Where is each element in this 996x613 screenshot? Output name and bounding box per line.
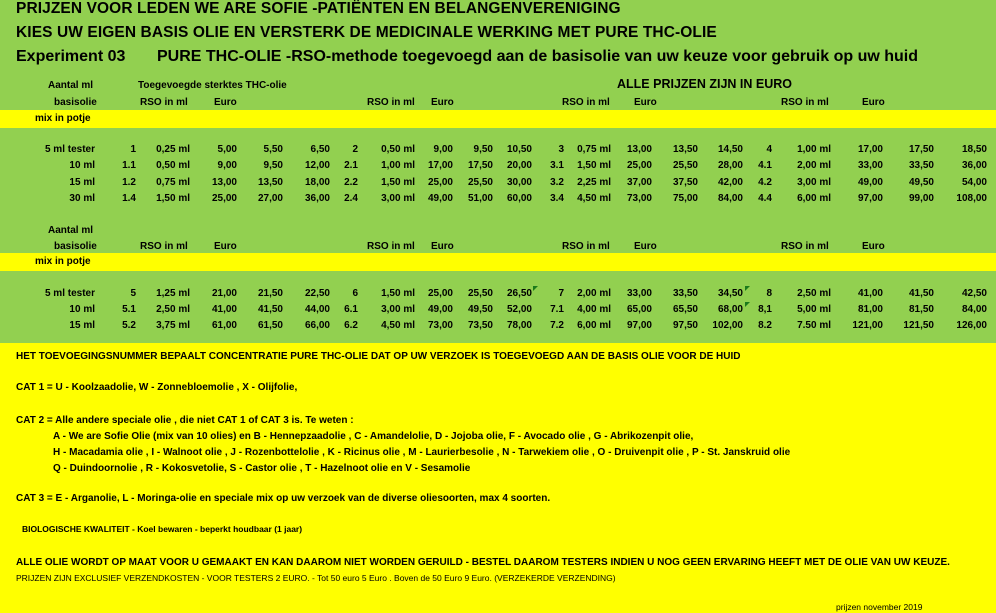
- cell-price-cat3: 18,50: [961, 144, 987, 155]
- cell-price-cat1: 5,00: [217, 144, 237, 155]
- row-label: 10 ml: [69, 304, 95, 315]
- cell-price-cat2: 27,00: [257, 193, 283, 204]
- cell-price-cat2: 5,50: [263, 144, 283, 155]
- header-rso: RSO in ml: [140, 241, 188, 252]
- cell-rso-ml: 2,00 ml: [797, 160, 831, 171]
- header-euro: Euro: [862, 97, 885, 108]
- cell-price-cat2: 41,50: [257, 304, 283, 315]
- cell-code: 6.1: [344, 304, 358, 315]
- cell-price-cat2: 33,50: [672, 288, 698, 299]
- header-euro: Euro: [634, 241, 657, 252]
- cell-price-cat2: 25,50: [467, 288, 493, 299]
- footer-line-cat2-a: A - We are Sofie Olie (mix van 10 olies) en B - Hennepzaadolie , C - Amandelolie, D - Jojoba olie, F - Avocado olie , G - Abrikozenpit olie,: [53, 431, 694, 442]
- cell-rso-ml: 6,00 ml: [577, 320, 611, 331]
- cell-price-cat2: 49,50: [908, 177, 934, 188]
- cell-price-cat3: 20,00: [506, 160, 532, 171]
- cell-rso-ml: 4,50 ml: [381, 320, 415, 331]
- cell-price-cat1: 13,00: [211, 177, 237, 188]
- cell-code: 2.4: [344, 193, 358, 204]
- cell-price-cat3: 84,00: [961, 304, 987, 315]
- cell-price-cat1: 33,00: [857, 160, 883, 171]
- cell-rso-ml: 1,00 ml: [381, 160, 415, 171]
- cell-price-cat1: 65,00: [626, 304, 652, 315]
- cell-price-cat3: 60,00: [506, 193, 532, 204]
- cell-price-cat1: 9,00: [217, 160, 237, 171]
- cell-rso-ml: 5,00 ml: [797, 304, 831, 315]
- cell-price-cat2: 41,50: [908, 288, 934, 299]
- cell-rso-ml: 0,75 ml: [577, 144, 611, 155]
- cell-code: 5: [130, 288, 136, 299]
- cell-price-cat3: 22,50: [304, 288, 330, 299]
- row-label: 5 ml tester: [44, 288, 95, 299]
- cell-rso-ml: 1,50 ml: [577, 160, 611, 171]
- row-label: 30 ml: [69, 193, 95, 204]
- footer-line-cat2: CAT 2 = Alle andere speciale olie , die niet CAT 1 of CAT 3 is. Te weten :: [16, 415, 354, 426]
- cell-price-cat1: 25,00: [427, 177, 453, 188]
- label-aantal: Aantal ml: [48, 80, 94, 91]
- label-basisolie-2: basisolie: [54, 241, 97, 252]
- cell-rso-ml: 4,00 ml: [577, 304, 611, 315]
- page-subtitle: KIES UW EIGEN BASIS OLIE EN VERSTERK DE MEDICINALE WERKING MET PURE THC-OLIE: [16, 24, 717, 41]
- cell-price-cat2: 75,00: [672, 193, 698, 204]
- cell-rso-ml: 6,00 ml: [797, 193, 831, 204]
- cell-code: 2.2: [344, 177, 358, 188]
- cell-code: 7.1: [550, 304, 564, 315]
- footer-line-cat2-h: H - Macadamia olie , I - Walnoot olie , J - Rozenbottelolie , K - Ricinus olie , M - Laurierbesolie , N - Tarwekiem olie , O - Druivenpit olie , P - St. Janskruid olie: [53, 447, 791, 458]
- cell-rso-ml: 3,00 ml: [381, 304, 415, 315]
- header-rso: RSO in ml: [562, 241, 610, 252]
- cell-rso-ml: 0,50 ml: [381, 144, 415, 155]
- cell-price-cat1: 33,00: [626, 288, 652, 299]
- page-title: PRIJZEN VOOR LEDEN WE ARE SOFIE -PATIËNTEN EN BELANGENVERENIGING: [16, 0, 621, 17]
- cell-price-cat1: 37,00: [626, 177, 652, 188]
- cell-price-cat3: 84,00: [717, 193, 743, 204]
- footer-line-shipping: PRIJZEN ZIJN EXCLUSIEF VERZENDKOSTEN - VOOR TESTERS 2 EURO. - Tot 50 euro 5 Euro . Boven de 50 Euro 9 Euro. (VERZEKERDE VERZENDING): [16, 573, 616, 583]
- cell-price-cat1: 61,00: [211, 320, 237, 331]
- cell-code: 5.1: [122, 304, 136, 315]
- comment-marker: [533, 286, 538, 291]
- cell-rso-ml: 0,25 ml: [156, 144, 190, 155]
- table2-header-band: [0, 253, 996, 271]
- cell-price-cat3: 10,50: [506, 144, 532, 155]
- cell-price-cat3: 6,50: [310, 144, 330, 155]
- cell-price-cat2: 61,50: [257, 320, 283, 331]
- cell-price-cat3: 52,00: [506, 304, 532, 315]
- cell-price-cat1: 41,00: [211, 304, 237, 315]
- cell-rso-ml: 3,00 ml: [797, 177, 831, 188]
- cell-price-cat2: 33,50: [908, 160, 934, 171]
- label-mix: mix in potje: [35, 113, 91, 124]
- comment-marker: [745, 286, 750, 291]
- cell-price-cat2: 51,00: [467, 193, 493, 204]
- cell-price-cat2: 25,50: [467, 177, 493, 188]
- label-alle-prijzen: ALLE PRIJZEN ZIJN IN EURO: [617, 77, 793, 91]
- cell-price-cat3: 68,00: [717, 304, 743, 315]
- cell-price-cat3: 44,00: [304, 304, 330, 315]
- cell-rso-ml: 1,00 ml: [797, 144, 831, 155]
- table1-header-band: [0, 110, 996, 128]
- cell-price-cat3: 78,00: [506, 320, 532, 331]
- footer-line-cat3: CAT 3 = E - Arganolie, L - Moringa-olie en speciale mix op uw verzoek van de diverse oliesoorten, max 4 soorten.: [16, 493, 551, 504]
- cell-price-cat2: 97,50: [672, 320, 698, 331]
- footer-date: prijzen november 2019: [836, 602, 923, 612]
- label-mix-2: mix in potje: [35, 256, 91, 267]
- cell-code: 5.2: [122, 320, 136, 331]
- cell-code: 3.4: [550, 193, 564, 204]
- header-rso: RSO in ml: [140, 97, 188, 108]
- cell-price-cat2: 65,50: [672, 304, 698, 315]
- cell-price-cat2: 9,50: [473, 144, 493, 155]
- cell-price-cat1: 41,00: [857, 288, 883, 299]
- header-euro: Euro: [214, 241, 237, 252]
- cell-code: 6: [352, 288, 358, 299]
- cell-price-cat2: 17,50: [467, 160, 493, 171]
- cell-rso-ml: 1,25 ml: [156, 288, 190, 299]
- row-label: 10 ml: [69, 160, 95, 171]
- cell-price-cat3: 28,00: [717, 160, 743, 171]
- cell-rso-ml: 3,00 ml: [381, 193, 415, 204]
- cell-rso-ml: 4,50 ml: [577, 193, 611, 204]
- cell-price-cat3: 18,00: [304, 177, 330, 188]
- header-euro: Euro: [214, 97, 237, 108]
- cell-price-cat3: 42,50: [961, 288, 987, 299]
- cell-code: 8.2: [758, 320, 772, 331]
- cell-code: 6.2: [344, 320, 358, 331]
- cell-price-cat2: 81,50: [908, 304, 934, 315]
- header-euro: Euro: [634, 97, 657, 108]
- header-euro: Euro: [431, 241, 454, 252]
- cell-price-cat1: 25,00: [211, 193, 237, 204]
- cell-price-cat1: 121,00: [852, 320, 883, 331]
- footer-line-custom: ALLE OLIE WORDT OP MAAT VOOR U GEMAAKT EN KAN DAAROM NIET WORDEN GERUILD - BESTEL DAAROM TESTERS INDIEN U NOG GEEN ERVARING HEEFT MET DE OLIE VAN UW KEUZE.: [16, 557, 950, 568]
- cell-code: 1.2: [122, 177, 136, 188]
- cell-price-cat2: 17,50: [908, 144, 934, 155]
- footer-line-cat2-q: Q - Duindoornolie , R - Kokosvetolie, S - Castor olie , T - Hazelnoot olie en V - Sesamolie: [53, 463, 471, 474]
- cell-price-cat3: 126,00: [956, 320, 987, 331]
- cell-code: 4.2: [758, 177, 772, 188]
- row-label: 15 ml: [69, 177, 95, 188]
- label-basisolie: basisolie: [54, 97, 97, 108]
- cell-code: 4.1: [758, 160, 772, 171]
- cell-rso-ml: 1,50 ml: [381, 288, 415, 299]
- footer-line-1: HET TOEVOEGINGSNUMMER BEPAALT CONCENTRATIE PURE THC-OLIE DAT OP UW VERZOEK IS TOEGEVOEGD AAN DE BASIS OLIE VOOR DE HUID: [16, 351, 741, 362]
- cell-price-cat1: 49,00: [857, 177, 883, 188]
- cell-price-cat2: 13,50: [257, 177, 283, 188]
- cell-price-cat3: 14,50: [717, 144, 743, 155]
- cell-code: 8: [766, 288, 772, 299]
- cell-code: 4.4: [758, 193, 772, 204]
- row-label: 15 ml: [69, 320, 95, 331]
- experiment-description: PURE THC-OLIE -RSO-methode toegevoegd aan de basisolie van uw keuze voor gebruik op uw huid: [157, 48, 918, 65]
- cell-rso-ml: 0,50 ml: [156, 160, 190, 171]
- cell-price-cat3: 42,00: [717, 177, 743, 188]
- cell-rso-ml: 2,50 ml: [797, 288, 831, 299]
- cell-price-cat1: 25,00: [427, 288, 453, 299]
- header-euro: Euro: [431, 97, 454, 108]
- cell-rso-ml: 2,50 ml: [156, 304, 190, 315]
- cell-code: 2.1: [344, 160, 358, 171]
- cell-price-cat1: 9,00: [433, 144, 453, 155]
- cell-price-cat3: 36,00: [304, 193, 330, 204]
- cell-price-cat1: 13,00: [626, 144, 652, 155]
- cell-code: 3.1: [550, 160, 564, 171]
- cell-price-cat2: 49,50: [467, 304, 493, 315]
- cell-price-cat2: 37,50: [672, 177, 698, 188]
- label-aantal-2: Aantal ml: [48, 225, 94, 236]
- cell-price-cat3: 36,00: [961, 160, 987, 171]
- cell-code: 1.4: [122, 193, 136, 204]
- cell-price-cat2: 25,50: [672, 160, 698, 171]
- cell-rso-ml: 3,75 ml: [156, 320, 190, 331]
- cell-price-cat1: 73,00: [427, 320, 453, 331]
- cell-rso-ml: 0,75 ml: [156, 177, 190, 188]
- cell-rso-ml: 1,50 ml: [156, 193, 190, 204]
- cell-price-cat1: 97,00: [626, 320, 652, 331]
- header-rso: RSO in ml: [367, 97, 415, 108]
- cell-code: 2: [352, 144, 358, 155]
- cell-price-cat2: 121,50: [903, 320, 934, 331]
- cell-rso-ml: 2,00 ml: [577, 288, 611, 299]
- cell-price-cat2: 21,50: [257, 288, 283, 299]
- cell-price-cat3: 102,00: [712, 320, 743, 331]
- cell-price-cat2: 9,50: [263, 160, 283, 171]
- cell-rso-ml: 2,25 ml: [577, 177, 611, 188]
- cell-code: 4: [766, 144, 772, 155]
- cell-price-cat1: 97,00: [857, 193, 883, 204]
- cell-code: 7: [558, 288, 564, 299]
- header-rso: RSO in ml: [562, 97, 610, 108]
- header-rso: RSO in ml: [781, 241, 829, 252]
- comment-marker: [745, 302, 750, 307]
- cell-code: 1.1: [122, 160, 136, 171]
- label-toegevoegd: Toegevoegde sterktes THC-olie: [138, 80, 287, 91]
- cell-price-cat3: 30,00: [506, 177, 532, 188]
- cell-code: 3.2: [550, 177, 564, 188]
- cell-code: 3: [558, 144, 564, 155]
- cell-price-cat1: 73,00: [626, 193, 652, 204]
- header-rso: RSO in ml: [781, 97, 829, 108]
- cell-price-cat3: 34,50: [717, 288, 743, 299]
- header-rso: RSO in ml: [367, 241, 415, 252]
- cell-code: 1: [130, 144, 136, 155]
- cell-code: 7.2: [550, 320, 564, 331]
- cell-price-cat1: 17,00: [427, 160, 453, 171]
- cell-price-cat1: 49,00: [427, 193, 453, 204]
- cell-price-cat1: 49,00: [427, 304, 453, 315]
- cell-price-cat1: 25,00: [626, 160, 652, 171]
- cell-price-cat3: 108,00: [956, 193, 987, 204]
- cell-price-cat2: 99,00: [908, 193, 934, 204]
- cell-price-cat1: 21,00: [211, 288, 237, 299]
- footer-line-cat1: CAT 1 = U - Koolzaadolie, W - Zonnebloemolie , X - Olijfolie,: [16, 382, 298, 393]
- cell-price-cat3: 66,00: [304, 320, 330, 331]
- cell-price-cat3: 26,50: [506, 288, 532, 299]
- cell-price-cat2: 73,50: [467, 320, 493, 331]
- header-euro: Euro: [862, 241, 885, 252]
- cell-price-cat1: 81,00: [857, 304, 883, 315]
- cell-code: 8,1: [758, 304, 772, 315]
- cell-rso-ml: 7.50 ml: [797, 320, 831, 331]
- footer-line-quality: BIOLOGISCHE KWALITEIT - Koel bewaren - beperkt houdbaar (1 jaar): [22, 524, 303, 534]
- cell-price-cat2: 13,50: [672, 144, 698, 155]
- experiment-label: Experiment 03: [16, 48, 126, 65]
- cell-price-cat3: 54,00: [961, 177, 987, 188]
- cell-price-cat3: 12,00: [304, 160, 330, 171]
- cell-rso-ml: 1,50 ml: [381, 177, 415, 188]
- cell-price-cat1: 17,00: [857, 144, 883, 155]
- row-label: 5 ml tester: [44, 144, 95, 155]
